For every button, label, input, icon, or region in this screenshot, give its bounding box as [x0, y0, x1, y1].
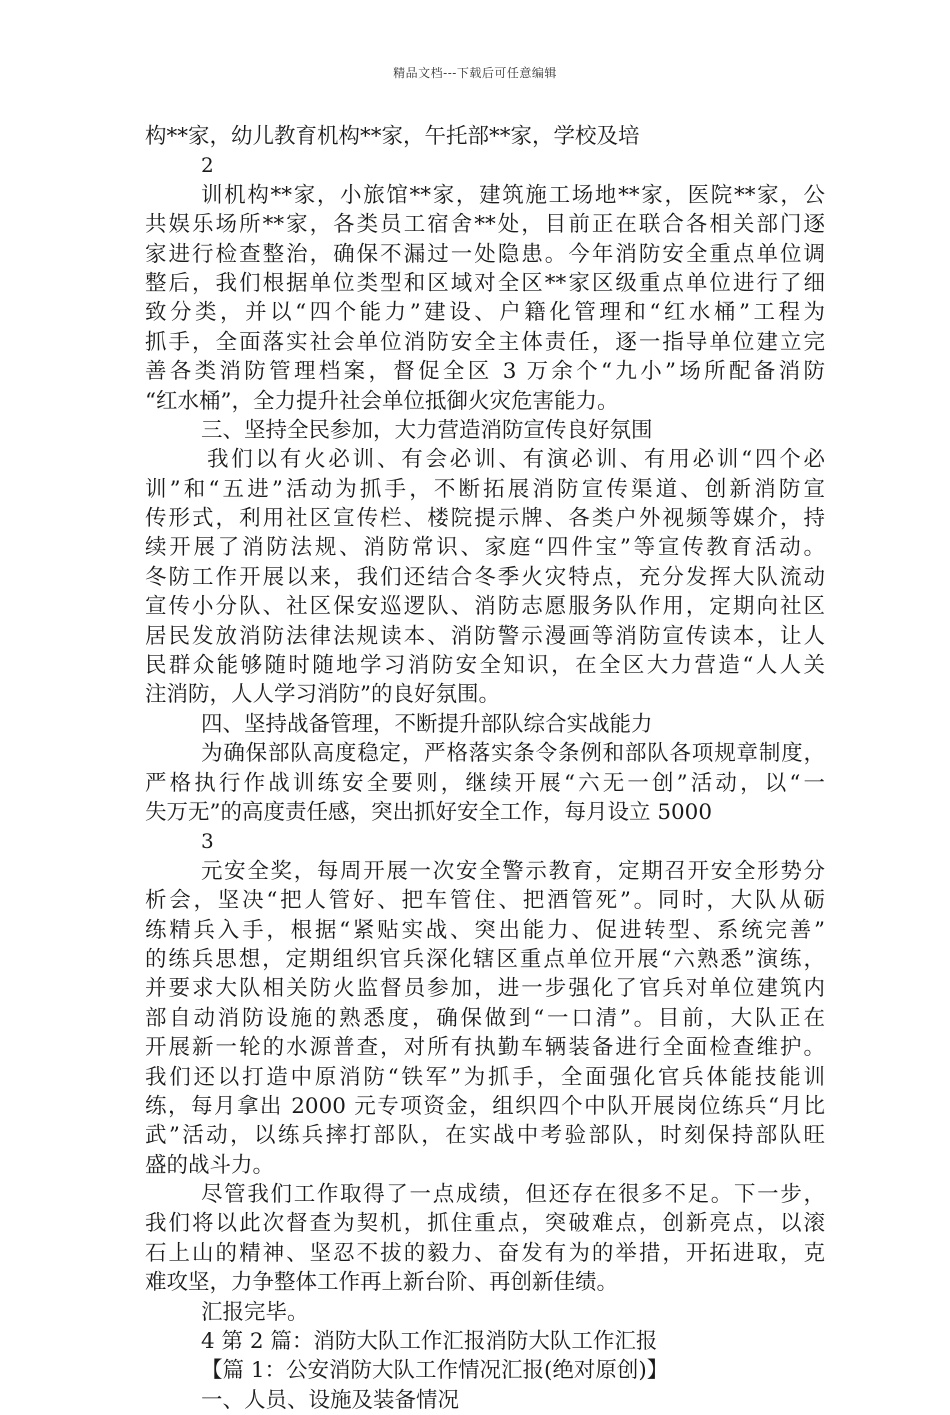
- text-line: 元安全奖，每周开展一次安全警示教育，定期召开安全形势分: [201, 858, 825, 884]
- document-body: [145, 122, 825, 1415]
- text-line: 宣传小分队、社区保安巡逻队、消防志愿服务队作用，定期向社区: [145, 594, 825, 620]
- text-line: 整后，我们根据单位类型和区域对全区**家区级重点单位进行了细: [145, 270, 825, 296]
- text-line: 构**家，幼儿教育机构**家，午托部**家，学校及培: [145, 124, 640, 149]
- text-line: 盛的战斗力。: [145, 1152, 275, 1178]
- text-line: 尽管我们工作取得了一点成绩，但还存在很多不足。下一步，: [201, 1182, 825, 1208]
- page-header: 精品文档---下载后可任意编辑: [393, 66, 557, 80]
- text-line: 我们将以此次督查为契机，抓住重点，突破难点，创新亮点，以滚: [145, 1211, 825, 1237]
- page-number: 2: [201, 153, 214, 178]
- text-line: 民群众能够随时随地学习消防安全知识，在全区大力营造“人人关: [145, 653, 825, 679]
- text-line: 训机构**家，小旅馆**家，建筑施工场地**家，医院**家，公: [201, 182, 825, 208]
- text-line: 难攻坚，力争整体工作再上新台阶、再创新佳绩。: [145, 1270, 619, 1296]
- text-line: 开展新一轮的水源普查，对所有执勤车辆装备进行全面检查维护。: [145, 1035, 825, 1061]
- text-line: 的练兵思想，定期组织官兵深化辖区重点单位开展“六熟悉”演练，: [145, 946, 825, 972]
- text-line: 冬防工作开展以来，我们还结合冬季火灾特点，充分发挥大队流动: [145, 564, 825, 590]
- page-number: 3: [201, 829, 214, 854]
- text-line: 武”活动，以练兵摔打部队，在实战中考验部队，时刻保持部队旺: [145, 1123, 825, 1149]
- text-line: 注消防，人人学习消防”的良好氛围。: [145, 682, 500, 708]
- text-line: 为确保部队高度稳定，严格落实条令条例和部队各项规章制度，: [201, 741, 825, 767]
- text-line: 【篇 1：公安消防大队工作情况汇报(绝对原创)】: [201, 1358, 669, 1384]
- text-line: 我们还以打造中原消防“铁军”为抓手，全面强化官兵体能技能训: [145, 1064, 825, 1090]
- text-line: 三、坚持全民参加，大力营造消防宣传良好氛围: [201, 417, 653, 443]
- text-line: 共娱乐场所**家，各类员工宿舍**处，目前正在联合各相关部门逐: [145, 212, 825, 238]
- text-line: 致分类，并以“四个能力”建设、户籍化管理和“红水桶”工程为: [145, 300, 825, 326]
- text-line: 家进行检查整治，确保不漏过一处隐患。今年消防安全重点单位调: [145, 241, 825, 267]
- text-line: 续开展了消防法规、消防常识、家庭“四件宝”等宣传教育活动。: [145, 535, 825, 561]
- text-line: 失万无”的高度责任感，突出抓好安全工作，每月设立 5000: [145, 799, 713, 825]
- text-line: 训”和“五进”活动为抓手，不断拓展消防宣传渠道、创新消防宣: [145, 476, 825, 502]
- text-line: 部自动消防设施的熟悉度，确保做到“一口清”。目前，大队正在: [145, 1005, 825, 1031]
- text-line: 四、坚持战备管理，不断提升部队综合实战能力: [201, 711, 653, 737]
- text-line: 石上山的精神、坚忍不拔的毅力、奋发有为的举措，开拓进取，克: [145, 1240, 825, 1266]
- text-line: 传形式，利用社区宣传栏、楼院提示牌、各类户外视频等媒介，持: [145, 506, 825, 532]
- text-line: 并要求大队相关防火监督员参加，进一步强化了官兵对单位建筑内: [145, 976, 825, 1002]
- text-line: 一、人员、设施及装备情况: [201, 1387, 460, 1413]
- text-line: 汇报完毕。: [201, 1299, 309, 1325]
- text-line: 析会，坚决“把人管好、把车管住、把酒管死”。同时，大队从砺: [145, 888, 825, 914]
- text-line: 居民发放消防法律法规读本、消防警示漫画等消防宣传读本，让人: [145, 623, 825, 649]
- text-line: 抓手，全面落实社会单位消防安全主体责任，逐一指导单位建立完: [145, 329, 825, 355]
- text-line: “红水桶”，全力提升社会单位抵御火灾危害能力。: [145, 388, 619, 414]
- text-line: 严格执行作战训练安全要则，继续开展“六无一创”活动，以“一: [145, 770, 825, 796]
- text-line: 4 第 2 篇：消防大队工作汇报消防大队工作汇报: [201, 1329, 658, 1355]
- text-line: 善各类消防管理档案，督促全区 3 万余个“九小”场所配备消防: [145, 359, 825, 385]
- text-line: 练，每月拿出 2000 元专项资金，组织四个中队开展岗位练兵“月比: [145, 1093, 825, 1119]
- text-line: 我们以有火必训、有会必训、有演必训、有用必训“四个必: [207, 447, 825, 473]
- text-line: 练精兵入手，根据“紧贴实战、突出能力、促进转型、系统完善”: [145, 917, 825, 943]
